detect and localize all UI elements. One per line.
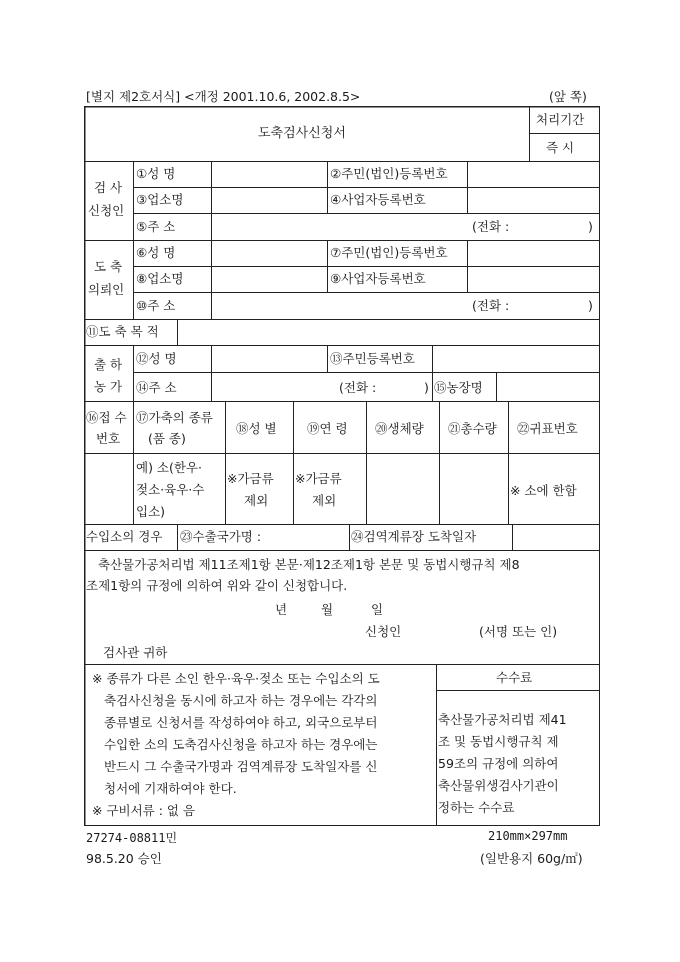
statement-text: 축산물가공처리법 제11조제1항 본문·제12조제1항 본문 및 동법시행규칙 제8 [98, 557, 520, 572]
processing-period-value: 즉 시 [546, 140, 575, 155]
applicant-id-label: ②주민(법인)등록번호 [330, 166, 448, 181]
requester-phone-close: ) [588, 298, 593, 313]
signature-note: (서명 또는 인) [479, 624, 558, 639]
ear-tag-note: ※ 소에 한함 [510, 483, 577, 498]
fee-label: 수수료 [496, 670, 533, 685]
farmer-name-label: ⑫성 명 [136, 351, 177, 366]
note-line: ※ 종류가 다른 소인 한우·육우·젖소 또는 수입소의 도 [92, 671, 380, 686]
sex-header: ⑱성 별 [236, 421, 277, 436]
applicant-signature-label: 신청인 [365, 624, 402, 639]
fee-text: 정하는 수수료 [438, 800, 515, 815]
livestock-example: 예) 소(한우· [136, 460, 203, 475]
applicant-name-label: ①성 명 [136, 166, 176, 181]
paper-type: (일반용지 60g/㎡) [480, 851, 583, 866]
livestock-type-header: ⑰가축의 종류 [136, 410, 213, 425]
farmer-id-label: ⑬주민등록번호 [330, 351, 415, 366]
applicant-address-label: ⑤주 소 [136, 219, 176, 234]
age-header: ⑲연 령 [307, 421, 348, 436]
requester-group-label-2: 의뢰인 [88, 282, 125, 297]
sex-note-2: 제외 [244, 493, 269, 508]
date-year-label: 년 [275, 602, 288, 617]
applicant-business-label: ③업소명 [136, 192, 184, 207]
slaughter-purpose-label: ⑪도 축 목 적 [86, 324, 159, 339]
farmer-group-label: 출 하 [94, 357, 123, 372]
export-country-label: ㉓수출국가명 : [180, 529, 262, 544]
date-day-label: 일 [371, 602, 384, 617]
live-weight-header: ⑳생체량 [375, 421, 424, 436]
applicant-bizreg-label: ④사업자등록번호 [330, 192, 426, 207]
requester-group-label: 도 축 [94, 259, 123, 274]
date-month-label: 월 [321, 602, 334, 617]
farmer-phone-close: ) [424, 380, 429, 395]
note-line: 수입한 소의 도축검사신청을 하고자 하는 경우에는 [104, 737, 378, 752]
applicant-group-label-2: 신청인 [88, 203, 125, 218]
note-line: 종류별로 신청서를 작성하여야 하고, 외국으로부터 [104, 715, 378, 730]
fee-text: 59조의 규정에 의하여 [438, 756, 559, 771]
receipt-number-header-2: 번호 [96, 431, 121, 446]
paper-size: 210mm×297mm [488, 829, 568, 843]
processing-period-label: 처리기간 [536, 112, 585, 127]
requester-id-label: ⑦주민(법인)등록번호 [330, 245, 448, 260]
receipt-number-header: ⑯접 수 [86, 410, 127, 425]
import-case-label: 수입소의 경우 [86, 529, 163, 544]
statement-text-2: 조제1항의 규정에 의하여 위와 같이 신청합니다. [86, 578, 348, 593]
form-number: [별지 제2호서식] <개정 2001.10.6, 2002.8.5> [86, 89, 361, 104]
farmer-group-label-2: 농 가 [94, 379, 123, 394]
applicant-group-label: 검 사 [94, 180, 123, 195]
applicant-phone-close: ) [588, 219, 593, 234]
livestock-breed-header: (품 종) [148, 431, 186, 446]
requester-name-label: ⑥성 명 [136, 245, 176, 260]
total-count-header: ㉑총수량 [448, 421, 497, 436]
farmer-farm-label: ⑮농장명 [434, 380, 483, 395]
age-note-2: 제외 [312, 493, 337, 508]
approval-date: 98.5.20 승인 [86, 851, 162, 866]
addressee: 검사관 귀하 [103, 645, 168, 660]
requester-business-label: ⑧업소명 [136, 271, 184, 286]
requester-bizreg-label: ⑨사업자등록번호 [330, 271, 426, 286]
requester-address-label: ⑩주 소 [136, 298, 176, 313]
note-line: 청서에 기재하여야 한다. [104, 781, 237, 796]
farmer-address-label: ⑭주 소 [136, 380, 177, 395]
livestock-example-2: 젖소·육우·수 [136, 482, 205, 497]
required-documents: ※ 구비서류 : 없 음 [92, 803, 196, 818]
form-title: 도축검사신청서 [258, 126, 346, 141]
farmer-phone-label: (전화 : [339, 380, 377, 395]
note-line: 반드시 그 수출국가명과 검역계류장 도착일자를 신 [104, 759, 378, 774]
note-line: 축검사신청을 동시에 하고자 하는 경우에는 각각의 [104, 693, 378, 708]
form-code: 27274-08811민 [86, 831, 178, 845]
fee-text: 축산물위생검사기관이 [438, 778, 559, 793]
fee-text: 축산물가공처리법 제41 [438, 712, 567, 727]
applicant-phone-label: (전화 : [472, 219, 510, 234]
requester-phone-label: (전화 : [472, 298, 510, 313]
fee-text: 조 및 동법시행규칙 제 [438, 734, 559, 749]
sex-note: ※가금류 [227, 471, 274, 486]
ear-tag-header: ㉒귀표번호 [517, 421, 578, 436]
age-note: ※가금류 [295, 471, 342, 486]
livestock-example-3: 입소) [136, 504, 166, 519]
page-side: (앞 쪽) [549, 89, 587, 104]
quarantine-arrival-label: ㉔검역계류장 도착일자 [351, 529, 477, 544]
